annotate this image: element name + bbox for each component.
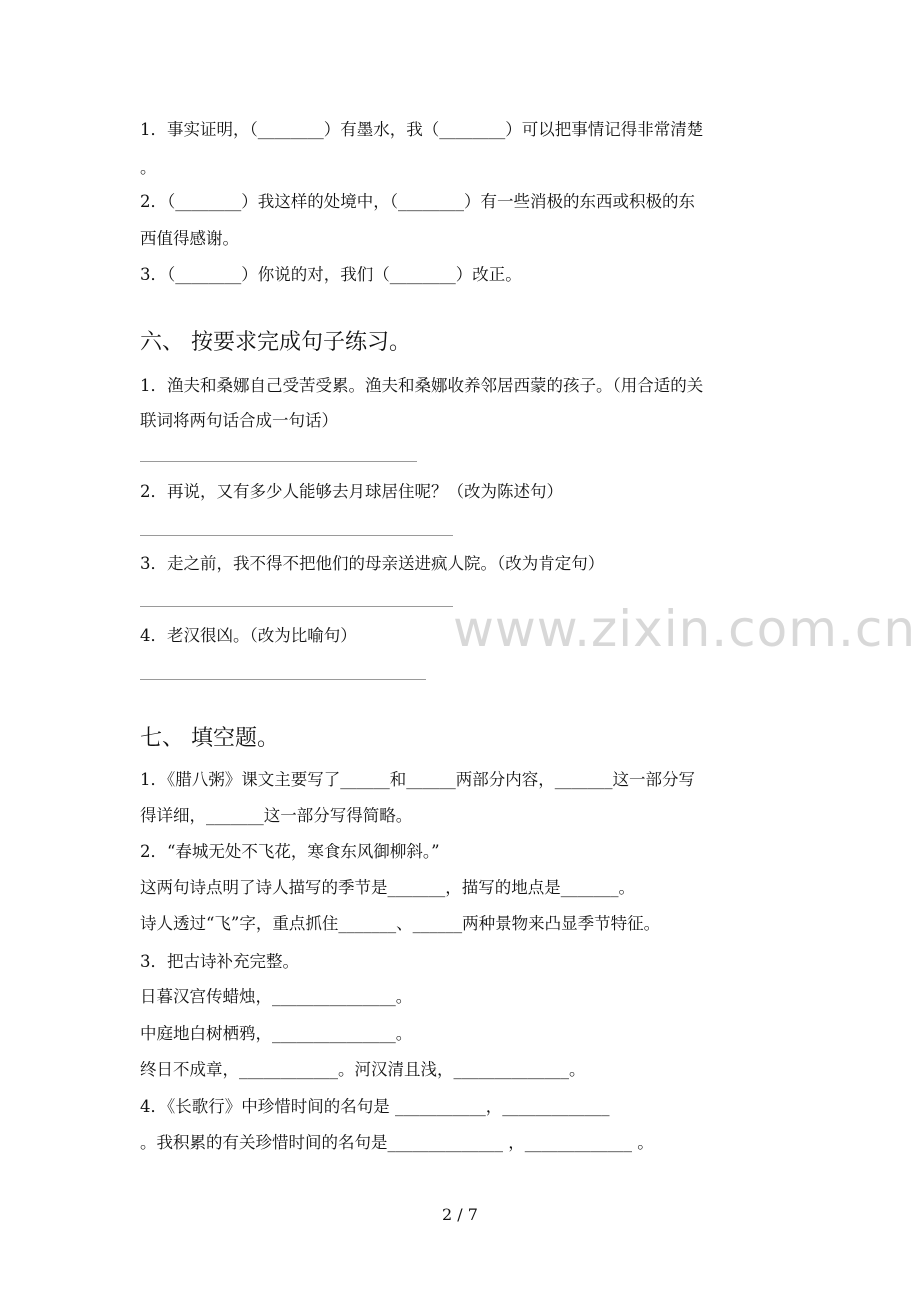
s7-line-11: 。我积累的有关珍惜时间的名句是______________ ，_____________ 。 [140, 1133, 654, 1152]
fill-line-5-2-cont: 西值得感谢。 [140, 229, 239, 248]
section-6-title: 六、 按要求完成句子练习。 [140, 330, 411, 355]
s7-line-5: 诗人透过“飞”字，重点抓住_______、______两种景物来凸显季节特征。 [140, 914, 661, 933]
s7-line-4: 这两句诗点明了诗人描写的季节是_______，描写的地点是_______。 [140, 878, 635, 897]
section-7-title: 七、 填空题。 [140, 726, 279, 751]
s7-line-10: 4．《长歌行》中珍惜时间的名句是 ___________，_____________ [140, 1097, 610, 1116]
watermark: www.zixin.com.cn [453, 600, 917, 658]
s6-answer-line-1 [140, 461, 417, 462]
s7-line-9: 终日不成章，____________。河汉清且浅，______________。 [140, 1060, 586, 1079]
fill-line-5-3: 3．（________）你说的对，我们（________）改正。 [140, 265, 522, 284]
s6-question-1-line-1: 1．渔夫和桑娜自己受苦受累。渔夫和桑娜收养邻居西蒙的孩子。（用合适的关 [140, 376, 704, 395]
s7-line-8: 中庭地白树栖鸦，_______________。 [140, 1024, 413, 1043]
fill-line-5-1-cont: 。 [140, 158, 157, 177]
s7-line-7: 日暮汉宫传蜡烛，_______________。 [140, 987, 413, 1006]
fill-line-5-1: 1．事实证明，（________）有墨水，我（________）可以把事情记得非常清楚 [140, 120, 704, 139]
s6-question-2: 2．再说，又有多少人能够去月球居住呢？（改为陈述句） [140, 482, 563, 501]
s6-question-1-line-2: 联词将两句话合成一句话） [140, 411, 338, 430]
s6-answer-line-4 [140, 679, 426, 680]
fill-line-5-2: 2．（________）我这样的处境中，（________）有一些消极的东西或积极的东 [140, 192, 695, 211]
s7-line-3: 2．“春城无处不飞花，寒食东风御柳斜。” [140, 842, 440, 861]
page-number: 2 / 7 [442, 1205, 478, 1224]
s7-line-6: 3．把古诗补充完整。 [140, 952, 299, 971]
s7-line-1: 1．《腊八粥》课文主要写了______和______两部分内容，_______这一部分写 [140, 770, 695, 789]
s6-answer-line-3 [140, 606, 453, 607]
s6-question-4: 4．老汉很凶。（改为比喻句） [140, 626, 357, 645]
s6-answer-line-2 [140, 535, 453, 536]
s6-question-3: 3．走之前，我不得不把他们的母亲送进疯人院。（改为肯定句） [140, 554, 605, 573]
s7-line-2: 得详细，_______这一部分写得简略。 [140, 806, 413, 825]
